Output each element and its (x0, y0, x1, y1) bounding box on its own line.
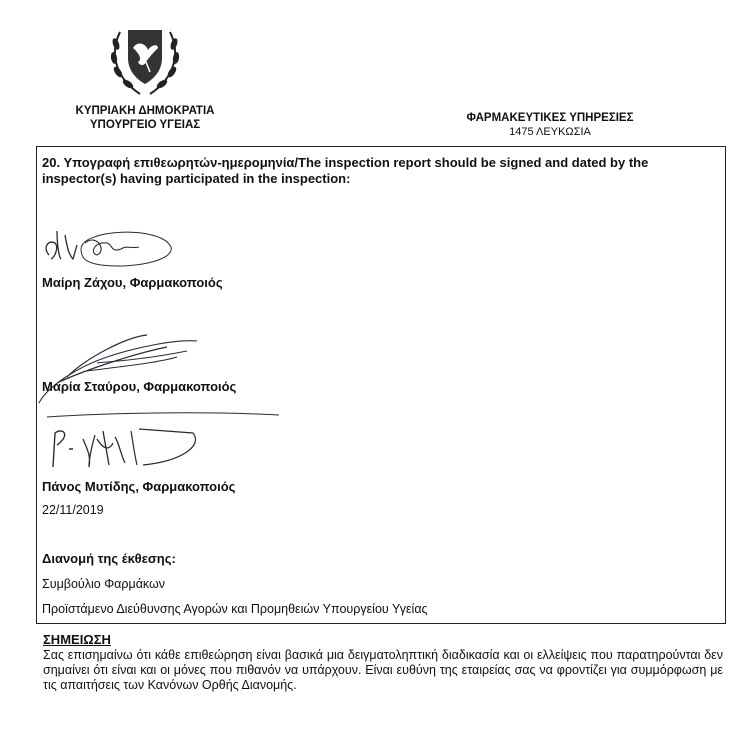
ministry-name: ΥΠΟΥΡΓΕΙΟ ΥΓΕΙΑΣ (89, 119, 201, 131)
section-heading: 20. Υπογραφή επιθεωρητών-ημερομηνία/The inspection report should be signed and dated by the inspector(s) having participated in the inspection: (42, 155, 649, 186)
note-title: ΣΗΜΕΙΩΣΗ (43, 632, 111, 647)
signatory-name-3: Πάνος Μυτίδης, Φαρμακοποιός (42, 479, 236, 494)
distribution-title: Διανομή της έκθεσης: (42, 551, 176, 566)
service-name: ΦΑΡΜΑΚΕΥΤΙΚΕΣ ΥΠΗΡΕΣΙΕΣ (466, 112, 634, 124)
signature-1 (41, 225, 191, 275)
signature-section (36, 146, 726, 624)
republic-name: ΚΥΠΡΙΑΚΗ ΔΗΜΟΚΡΑΤΙΑ (75, 105, 215, 117)
distribution-item: Προϊστάμενο Διεύθυνσης Αγορών και Προμηθειών Υπουργείου Υγείας (42, 602, 428, 616)
distribution-item: Συμβούλιο Φαρμάκων (42, 577, 166, 591)
ministry-header (40, 104, 250, 132)
note-text: Σας επισημαίνω ότι κάθε επιθεώρηση είναι βασικά μια δειγματοληπτική διαδικασία και οι ελλείψεις που παρατηρούνται δεν σημαίνει ότι είναι και οι μόνες που πιθανόν να υπάρχουν. Είναι ευθύνη της εταιρείας σας να φροντίζει για συμμόρφωση με τις απαιτήσεις των Κανόνων Ορθής Διανομής. (43, 648, 723, 692)
signatory-name-2: Μαρία Σταύρου, Φαρμακοποιός (42, 379, 237, 394)
cyprus-coat-of-arms-icon (100, 22, 190, 100)
service-address: 1475 ΛΕΥΚΩΣΙΑ (509, 126, 591, 138)
service-header (430, 111, 670, 139)
signature-date: 22/11/2019 (42, 503, 104, 517)
signatory-name-1: Μαίρη Ζάχου, Φαρμακοποιός (42, 275, 223, 290)
signature-3 (43, 409, 283, 479)
signature-2 (27, 327, 207, 407)
